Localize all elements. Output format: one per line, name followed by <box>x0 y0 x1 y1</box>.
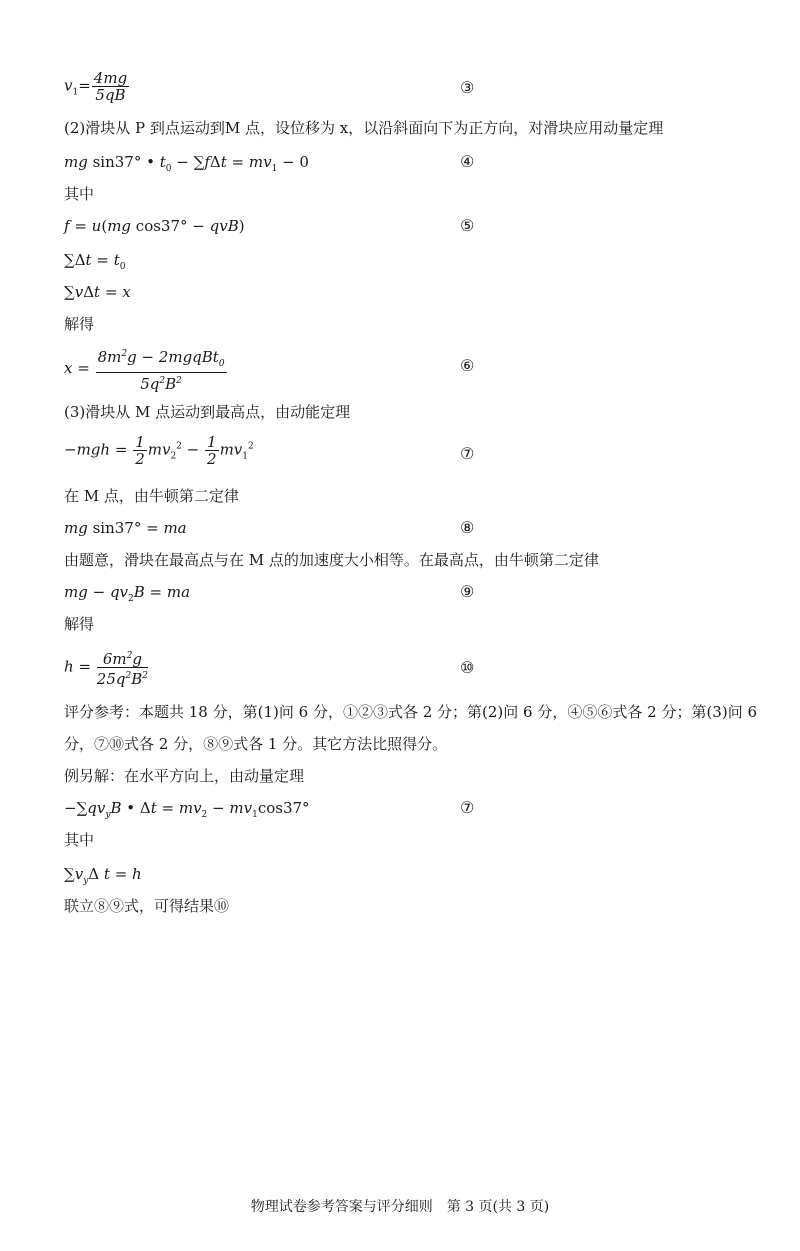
text-zai-M: 在 M 点，由牛顿第二定律 <box>64 487 239 505</box>
equation-5: f = u(mg cos37° − qvB) <box>64 217 245 235</box>
equation-10: h = $\frac{6m^2g}{25q^2B^2}$ <box>64 650 148 688</box>
scoring-line-1: 评分参考：本题共 18 分，第(1)问 6 分，①②③式各 2 分；第(2)问 6 分，④⑤⑥式各 2 分；第(3)问 6 <box>64 703 757 721</box>
equation-8: mg sin37° = ma <box>64 519 187 537</box>
scoring-line-2: 分，⑦⑩式各 2 分，⑧⑨式各 1 分。其它方法比照得分。 <box>64 735 448 753</box>
equation-number: ④ <box>460 152 475 171</box>
equation-6: x = $\frac{8m^2g - 2mgqBt_0}{5q^2B^2}$ <box>64 348 225 393</box>
text-lianli: 联立⑧⑨式，可得结果⑩ <box>64 897 230 915</box>
equation-number: ⑤ <box>460 216 475 235</box>
equation-number: ⑦ <box>460 444 475 463</box>
alt-solution-text: 例另解：在水平方向上，由动量定理 <box>64 767 305 785</box>
equation-7-alt: $-\sum qv_yB$ • $\Delta t = mv_2 - mv_1\cos 37^\circ$ <box>64 799 310 820</box>
equation-sum-vy: $\sum v_y\Delta$ t = h <box>64 865 142 886</box>
page-footer: 物理试卷参考答案与评分细则 第 3 页(共 3 页) <box>250 1199 550 1215</box>
text-jiede: 解得 <box>64 315 95 333</box>
equation-number: ⑥ <box>460 356 475 375</box>
equation-3: $v_1=$ $\frac{4mg}{5qB}$ <box>64 69 128 104</box>
equation-number: ⑧ <box>460 518 475 537</box>
text-qizhong-2: 其中 <box>64 831 95 849</box>
text-tiyi: 由题意，滑块在最高点与在 M 点的加速度大小相等。在最高点，由牛顿第二定律 <box>64 551 599 569</box>
equation-7: −mgh = $\frac{1}{2}$ $mv_2^2$ − $\frac{1}{2}$ $mv_1^2$ <box>64 433 254 468</box>
equation-number: ⑩ <box>460 658 475 677</box>
equation-4: mg sin37° • $t_0 - \sum f\Delta t = mv_1 - 0$ <box>64 153 309 174</box>
equation-sum-dt: $\sum\Delta t = t_0$ <box>64 251 126 272</box>
text-jiede-2: 解得 <box>64 615 95 633</box>
equation-number: ⑦ <box>460 798 475 817</box>
equation-9: mg − $qv_2B$ = ma <box>64 583 191 604</box>
equation-sum-vdt: ∑vΔt = x <box>64 283 131 301</box>
part-2-text: (2)滑块从 P 到点运动到M 点，设位移为 x，以沿斜面向下为正方向，对滑块应用动量定理 <box>64 119 664 137</box>
equation-number: ⑨ <box>460 582 475 601</box>
part-3-text: (3)滑块从 M 点运动到最高点，由动能定理 <box>64 403 351 421</box>
equation-number: ③ <box>460 78 475 97</box>
text-qizhong: 其中 <box>64 185 95 203</box>
